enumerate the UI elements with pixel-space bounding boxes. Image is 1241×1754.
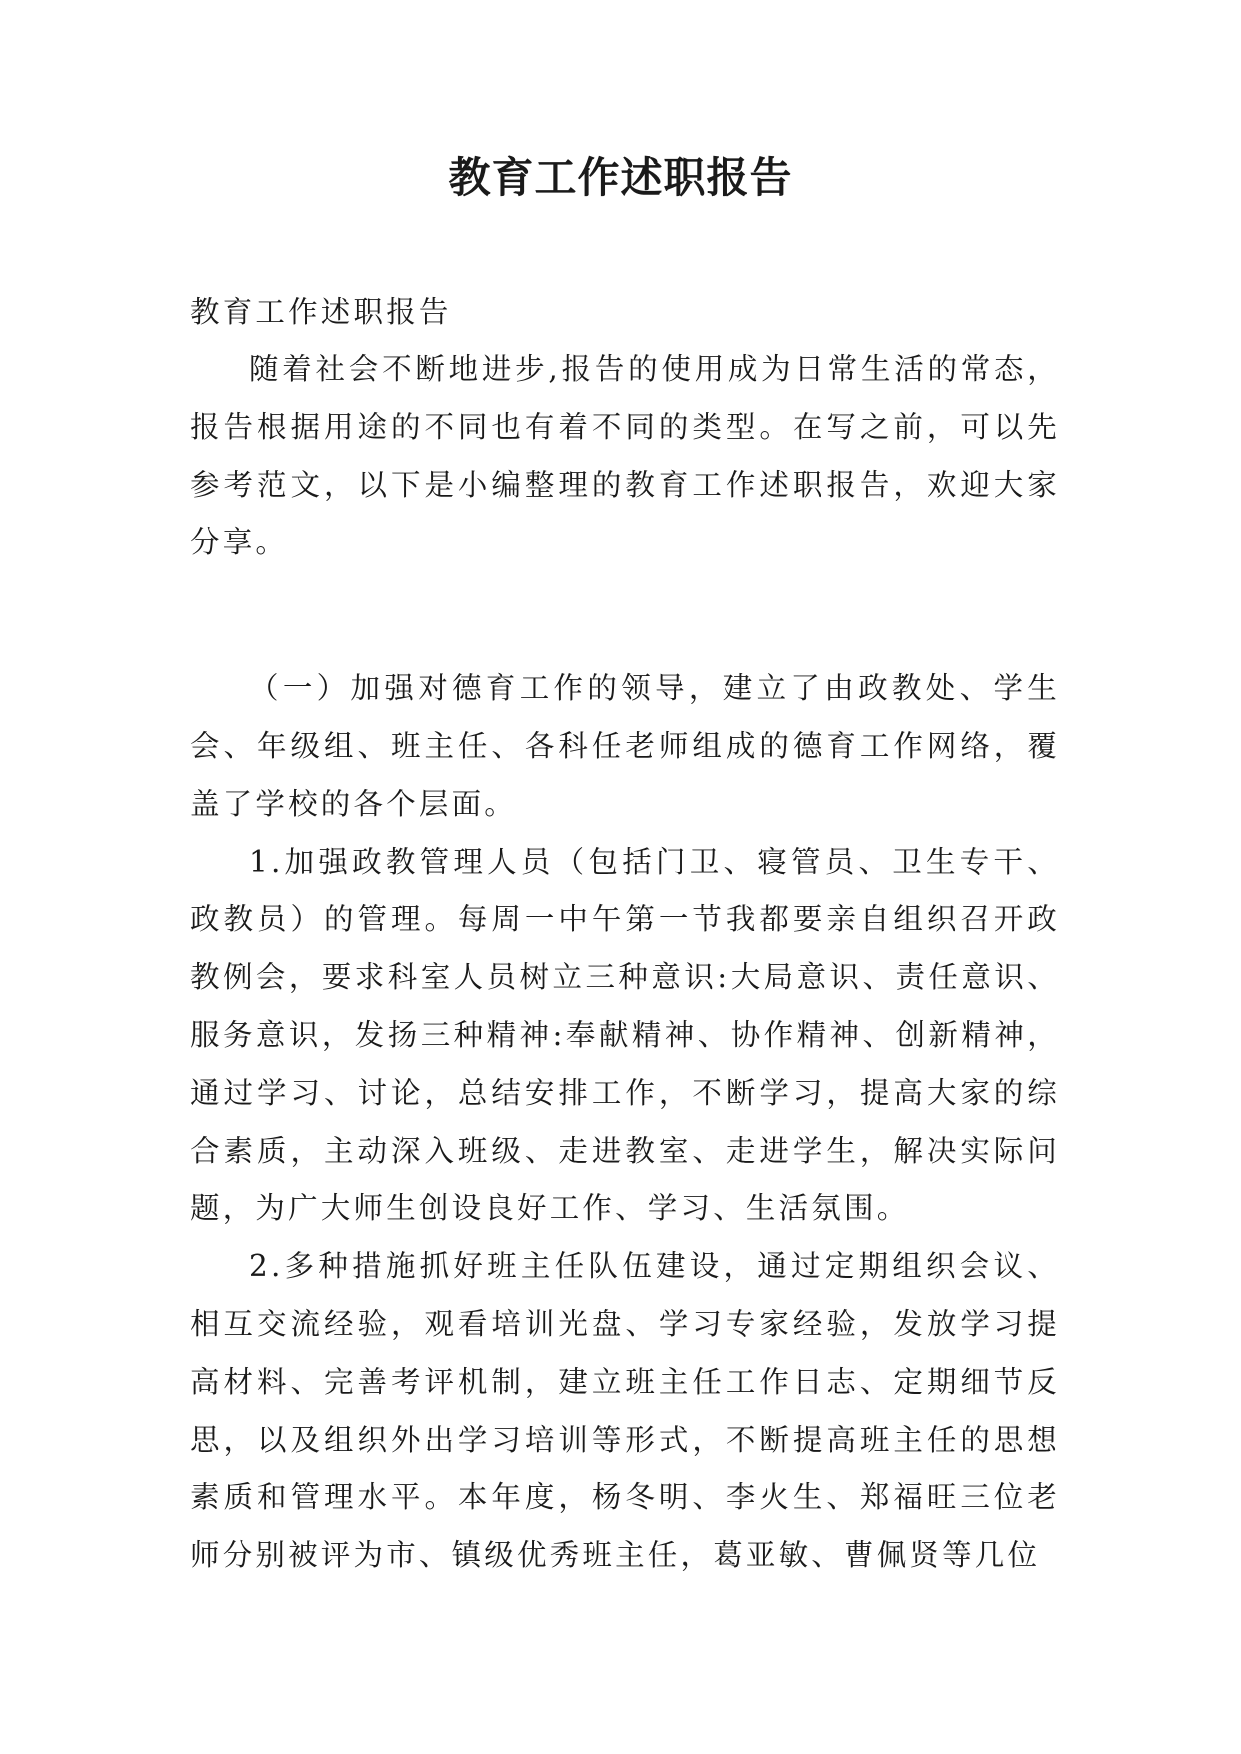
document-body (190, 283, 1060, 1585)
document-subtitle: 教育工作述职报告 (190, 295, 452, 329)
paragraph-item-2: 2.多种措施抓好班主任队伍建设，通过定期组织会议、相互交流经验，观看培训光盘、学习专家经验，发放学习提高材料、完善考评机制，建立班主任工作日志、定期细节反思，以及组织外出学习培训等形式，不断提高班主任的思想素质和管理水平。本年度，杨冬明、李火生、郑福旺三位老师分别被评为市、镇级优秀班主任，葛亚敏、曹佩贤等几位 (190, 1249, 1060, 1573)
paragraph-item-1: 1.加强政教管理人员（包括门卫、寝管员、卫生专干、政教员）的管理。每周一中午第一节我都要亲自组织召开政教例会，要求科室人员树立三种意识:大局意识、责任意识、服务意识，发扬三种精神:奉献精神、协作精神、创新精神，通过学习、讨论，总结安排工作，不断学习，提高大家的综合素质，主动深入班级、走进教室、走进学生，解决实际问题，为广大师生创设良好工作、学习、生活氛围。 (190, 844, 1060, 1226)
paragraph-spacer (190, 572, 1060, 660)
document-title: 教育工作述职报告 (448, 153, 793, 202)
paragraph-intro: 随着社会不断地进步,报告的使用成为日常生活的常态，报告根据用途的不同也有着不同的类型。在写之前，可以先参考范文，以下是小编整理的教育工作述职报告，欢迎大家分享。 (190, 352, 1060, 560)
paragraph-section-1: （一）加强对德育工作的领导，建立了由政教处、学生会、年级组、班主任、各科任老师组成的德育工作网络，覆盖了学校的各个层面。 (190, 671, 1060, 821)
